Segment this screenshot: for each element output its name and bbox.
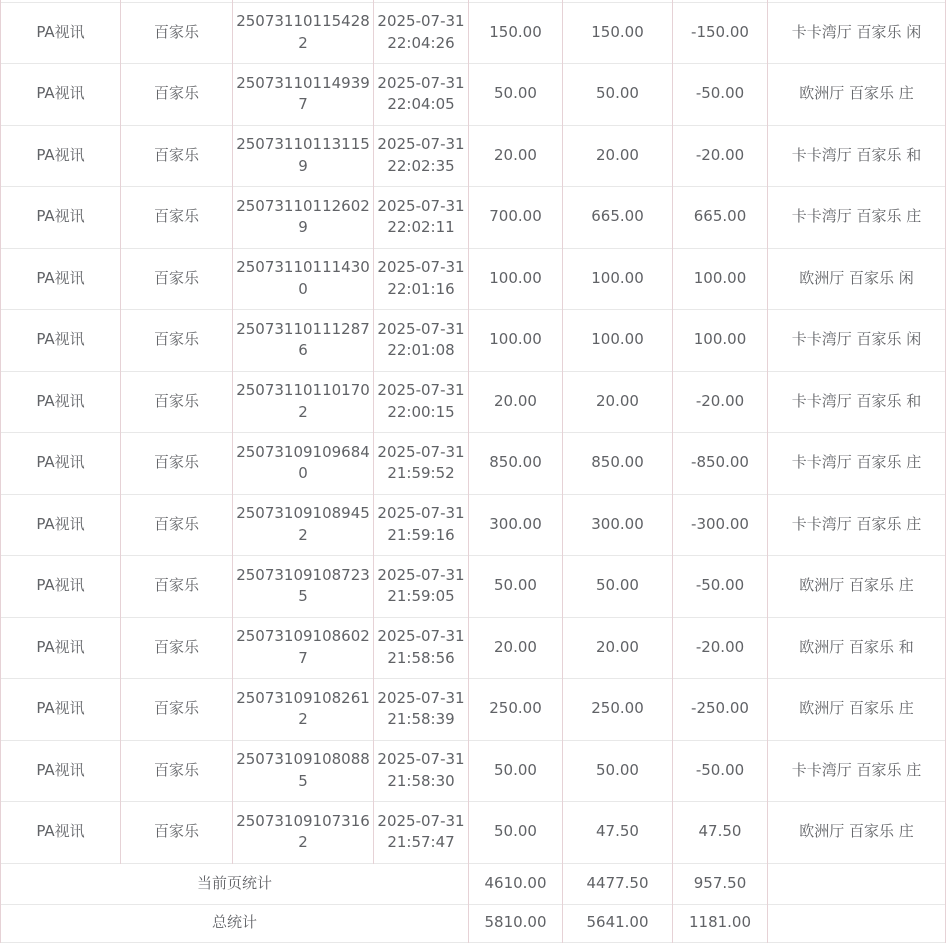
order-number: 250731091089452 xyxy=(236,504,370,544)
order-number: 250731101112876 xyxy=(236,319,370,360)
platform-cell: PA视讯 xyxy=(1,310,121,372)
platform-cell: PA视讯 xyxy=(1,740,121,802)
total-detail xyxy=(768,904,946,942)
game-cell: 百家乐 xyxy=(121,802,233,864)
current-page-win-loss: 957.50 xyxy=(673,863,768,904)
datetime-cell: 2025-07-31 21:58:30 xyxy=(374,740,469,802)
game-cell: 百家乐 xyxy=(121,433,233,495)
total-valid-bet: 5641.00 xyxy=(563,904,673,942)
bet-amount-cell: 850.00 xyxy=(469,433,563,495)
valid-bet-cell: 250.00 xyxy=(563,679,673,741)
platform-cell: PA视讯 xyxy=(1,433,121,495)
detail-cell: 欧洲厅 百家乐 庄 xyxy=(768,802,946,864)
order-number: 250731091087235 xyxy=(236,565,370,606)
game-cell: 百家乐 xyxy=(121,494,233,556)
datetime-cell: 2025-07-31 21:57:47 xyxy=(374,802,469,864)
table-row xyxy=(1,617,946,679)
datetime-cell: 2025-07-31 22:04:05 xyxy=(374,64,469,126)
detail-cell: 卡卡湾厅 百家乐 闲 xyxy=(768,2,946,64)
total-summary-row xyxy=(1,904,946,942)
game-cell: 百家乐 xyxy=(121,187,233,249)
datetime-cell: 2025-07-31 22:01:08 xyxy=(374,310,469,372)
total-summary-label: 总统计 xyxy=(1,904,469,942)
platform-cell: PA视讯 xyxy=(1,125,121,187)
order-number: 250731101126029 xyxy=(236,196,370,237)
game-cell: 百家乐 xyxy=(121,248,233,310)
table-row xyxy=(1,125,946,187)
order-number-cell xyxy=(233,740,374,802)
datetime-cell: 2025-07-31 21:58:39 xyxy=(374,679,469,741)
order-number-cell xyxy=(233,248,374,310)
order-number: 250731101154282 xyxy=(236,12,370,52)
table-row xyxy=(1,187,946,249)
detail-cell: 卡卡湾厅 百家乐 和 xyxy=(768,125,946,187)
order-number-cell xyxy=(233,556,374,618)
detail-cell: 欧洲厅 百家乐 庄 xyxy=(768,679,946,741)
detail-cell: 欧洲厅 百家乐 和 xyxy=(768,617,946,679)
order-number-cell xyxy=(233,310,374,372)
win-loss-cell: -300.00 xyxy=(673,494,768,556)
detail-cell: 欧洲厅 百家乐 庄 xyxy=(768,64,946,126)
bet-amount-cell: 20.00 xyxy=(469,617,563,679)
valid-bet-cell: 20.00 xyxy=(563,125,673,187)
valid-bet-cell: 50.00 xyxy=(563,740,673,802)
game-cell: 百家乐 xyxy=(121,2,233,64)
current-page-bet-amount: 4610.00 xyxy=(469,863,563,904)
platform-cell: PA视讯 xyxy=(1,679,121,741)
detail-cell: 欧洲厅 百家乐 闲 xyxy=(768,248,946,310)
order-number-cell xyxy=(233,64,374,126)
platform-cell: PA视讯 xyxy=(1,802,121,864)
valid-bet-cell: 300.00 xyxy=(563,494,673,556)
game-cell: 百家乐 xyxy=(121,617,233,679)
current-page-valid-bet: 4477.50 xyxy=(563,863,673,904)
order-number-cell xyxy=(233,187,374,249)
platform-cell: PA视讯 xyxy=(1,494,121,556)
total-win-loss: 1181.00 xyxy=(673,904,768,942)
datetime-cell: 2025-07-31 21:59:16 xyxy=(374,494,469,556)
table-row xyxy=(1,2,946,64)
platform-cell: PA视讯 xyxy=(1,248,121,310)
bet-amount-cell: 50.00 xyxy=(469,802,563,864)
bet-amount-cell: 20.00 xyxy=(469,371,563,433)
table-row xyxy=(1,433,946,495)
win-loss-cell: 100.00 xyxy=(673,310,768,372)
table-row xyxy=(1,556,946,618)
order-number-cell xyxy=(233,494,374,556)
datetime-cell: 2025-07-31 22:04:26 xyxy=(374,2,469,64)
order-number-cell xyxy=(233,802,374,864)
bet-amount-cell: 250.00 xyxy=(469,679,563,741)
bet-amount-cell: 150.00 xyxy=(469,2,563,64)
order-number: 250731091096840 xyxy=(236,442,370,483)
order-number-cell xyxy=(233,125,374,187)
order-number-cell xyxy=(233,617,374,679)
detail-cell: 卡卡湾厅 百家乐 庄 xyxy=(768,433,946,495)
table-row xyxy=(1,310,946,372)
game-cell: 百家乐 xyxy=(121,125,233,187)
platform-cell: PA视讯 xyxy=(1,371,121,433)
win-loss-cell: 47.50 xyxy=(673,802,768,864)
win-loss-cell: 100.00 xyxy=(673,248,768,310)
bet-amount-cell: 100.00 xyxy=(469,310,563,372)
order-number: 250731091082612 xyxy=(236,688,370,729)
bet-amount-cell: 50.00 xyxy=(469,556,563,618)
bet-amount-cell: 50.00 xyxy=(469,740,563,802)
game-cell: 百家乐 xyxy=(121,679,233,741)
detail-cell: 卡卡湾厅 百家乐 庄 xyxy=(768,187,946,249)
game-cell: 百家乐 xyxy=(121,740,233,802)
valid-bet-cell: 100.00 xyxy=(563,310,673,372)
current-page-detail xyxy=(768,863,946,904)
datetime-cell: 2025-07-31 22:02:11 xyxy=(374,187,469,249)
detail-cell: 卡卡湾厅 百家乐 庄 xyxy=(768,494,946,556)
current-page-summary-label: 当前页统计 xyxy=(1,863,469,904)
win-loss-cell: -50.00 xyxy=(673,64,768,126)
platform-cell: PA视讯 xyxy=(1,2,121,64)
platform-cell: PA视讯 xyxy=(1,187,121,249)
table-row xyxy=(1,802,946,864)
order-number-cell xyxy=(233,2,374,64)
win-loss-cell: -20.00 xyxy=(673,371,768,433)
detail-cell: 卡卡湾厅 百家乐 闲 xyxy=(768,310,946,372)
win-loss-cell: -20.00 xyxy=(673,125,768,187)
order-number: 250731091086027 xyxy=(236,627,370,667)
table-row xyxy=(1,371,946,433)
order-number: 250731101149397 xyxy=(236,73,370,114)
platform-cell: PA视讯 xyxy=(1,617,121,679)
order-number: 250731101101702 xyxy=(236,381,370,421)
win-loss-cell: -150.00 xyxy=(673,2,768,64)
datetime-cell: 2025-07-31 22:00:15 xyxy=(374,371,469,433)
datetime-cell: 2025-07-31 21:59:52 xyxy=(374,433,469,495)
order-number: 250731101131159 xyxy=(236,135,370,175)
platform-cell: PA视讯 xyxy=(1,64,121,126)
win-loss-cell: -850.00 xyxy=(673,433,768,495)
table-row xyxy=(1,679,946,741)
game-cell: 百家乐 xyxy=(121,310,233,372)
game-cell: 百家乐 xyxy=(121,64,233,126)
order-number-cell xyxy=(233,371,374,433)
datetime-cell: 2025-07-31 22:02:35 xyxy=(374,125,469,187)
bet-amount-cell: 20.00 xyxy=(469,125,563,187)
detail-cell: 卡卡湾厅 百家乐 和 xyxy=(768,371,946,433)
valid-bet-cell: 665.00 xyxy=(563,187,673,249)
datetime-cell: 2025-07-31 21:59:05 xyxy=(374,556,469,618)
order-number-cell xyxy=(233,679,374,741)
order-number: 250731091073162 xyxy=(236,811,370,852)
detail-cell: 卡卡湾厅 百家乐 庄 xyxy=(768,740,946,802)
table-row xyxy=(1,494,946,556)
order-number-cell xyxy=(233,433,374,495)
bet-amount-cell: 100.00 xyxy=(469,248,563,310)
valid-bet-cell: 20.00 xyxy=(563,371,673,433)
order-number: 250731091080885 xyxy=(236,750,370,790)
bet-amount-cell: 300.00 xyxy=(469,494,563,556)
valid-bet-cell: 50.00 xyxy=(563,64,673,126)
order-number: 250731101114300 xyxy=(236,258,370,298)
win-loss-cell: -20.00 xyxy=(673,617,768,679)
datetime-cell: 2025-07-31 21:58:56 xyxy=(374,617,469,679)
table-row xyxy=(1,64,946,126)
table-row xyxy=(1,740,946,802)
win-loss-cell: 665.00 xyxy=(673,187,768,249)
platform-cell: PA视讯 xyxy=(1,556,121,618)
datetime-cell: 2025-07-31 22:01:16 xyxy=(374,248,469,310)
game-cell: 百家乐 xyxy=(121,371,233,433)
win-loss-cell: -50.00 xyxy=(673,740,768,802)
win-loss-cell: -250.00 xyxy=(673,679,768,741)
valid-bet-cell: 150.00 xyxy=(563,2,673,64)
win-loss-cell: -50.00 xyxy=(673,556,768,618)
total-bet-amount: 5810.00 xyxy=(469,904,563,942)
valid-bet-cell: 850.00 xyxy=(563,433,673,495)
valid-bet-cell: 20.00 xyxy=(563,617,673,679)
valid-bet-cell: 47.50 xyxy=(563,802,673,864)
current-page-summary-row xyxy=(1,863,946,904)
bet-amount-cell: 50.00 xyxy=(469,64,563,126)
detail-cell: 欧洲厅 百家乐 庄 xyxy=(768,556,946,618)
game-cell: 百家乐 xyxy=(121,556,233,618)
bet-amount-cell: 700.00 xyxy=(469,187,563,249)
table-row xyxy=(1,248,946,310)
valid-bet-cell: 50.00 xyxy=(563,556,673,618)
valid-bet-cell: 100.00 xyxy=(563,248,673,310)
